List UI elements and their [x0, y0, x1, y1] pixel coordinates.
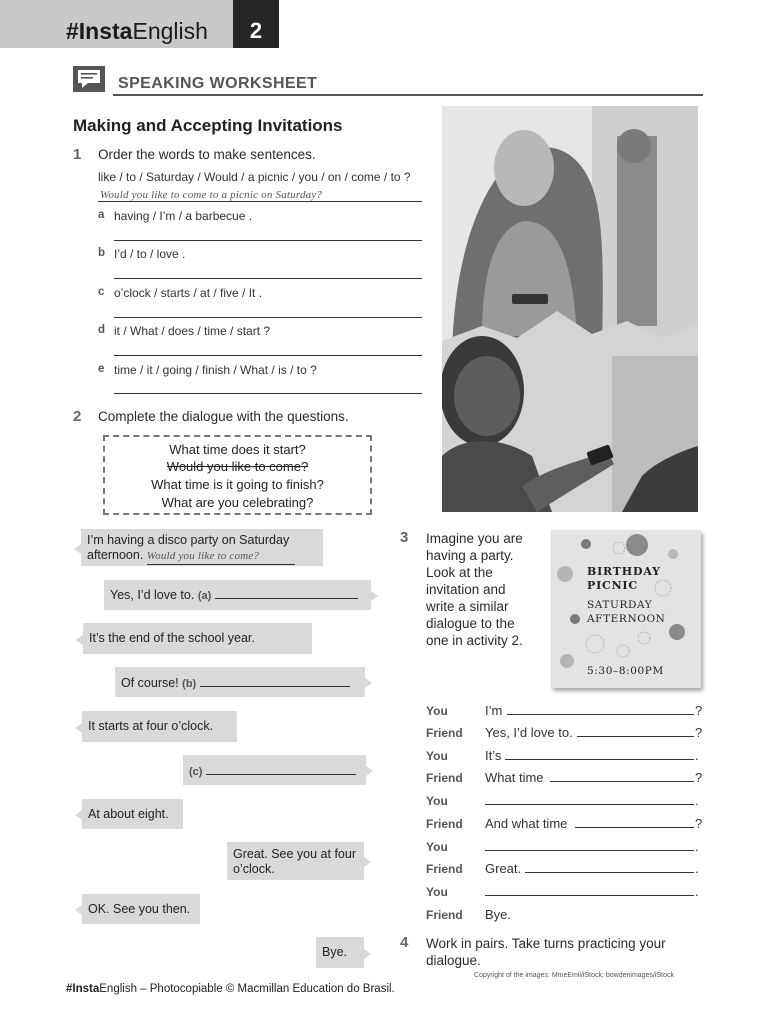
question-3: What time is it going to finish?	[151, 477, 324, 492]
ex3-line-2: having a party.	[426, 548, 514, 563]
dlg-7-line[interactable]	[485, 850, 694, 851]
bubble-8-line1: Great. See you at four	[233, 847, 356, 861]
dlg-8-text: Great.	[485, 861, 522, 876]
bubble-2-answer-line[interactable]	[215, 598, 358, 599]
dlg-2-line[interactable]	[577, 736, 694, 737]
dlg-8-speaker: Friend	[426, 862, 463, 876]
item-e-text: time / it / going / finish / What / is / to ?	[114, 363, 317, 377]
exercise3-instruction	[426, 530, 523, 649]
dlg-7-speaker: You	[426, 840, 448, 854]
question-4: What are you celebrating?	[161, 495, 314, 510]
ex3-line-5: write a similar	[426, 599, 509, 614]
page-title: Making and Accepting Invitations	[73, 116, 343, 135]
exercise3-number: 3	[400, 529, 409, 546]
ex3-line-3: Look at the	[426, 565, 493, 580]
dialogue-bubble-5	[82, 711, 237, 742]
dlg-4-line[interactable]	[550, 781, 694, 782]
footer	[66, 983, 395, 995]
dlg-6-line[interactable]	[575, 827, 694, 828]
ex3-line-7: one in activity 2.	[426, 633, 523, 648]
dlg-8-end: .	[695, 861, 699, 876]
dlg-3-end: .	[695, 748, 699, 763]
item-b-letter: b	[98, 247, 106, 259]
bubble-1-line2: afternoon.	[87, 548, 144, 562]
bubble-6-label: (c)	[189, 766, 203, 778]
ex3-line-6: dialogue to the	[426, 616, 515, 631]
dlg-1-speaker: You	[426, 704, 448, 718]
dlg-3-text: It’s	[485, 748, 502, 763]
bubble-9-text: OK. See you then.	[88, 902, 191, 916]
dlg-8-line[interactable]	[525, 872, 694, 873]
question-2-used: Would you like to come?	[166, 459, 309, 474]
dlg-1-line[interactable]	[507, 714, 694, 715]
exercise4-instruction	[426, 935, 666, 969]
invitation-card	[551, 530, 701, 688]
item-a-answer-line[interactable]	[114, 240, 422, 241]
item-c-answer-line[interactable]	[114, 317, 422, 318]
exercise2-number: 2	[73, 408, 82, 425]
brand-rest: English	[132, 18, 208, 44]
dlg-3-line[interactable]	[505, 759, 694, 760]
dlg-4-speaker: Friend	[426, 771, 463, 785]
exercise1-number: 1	[73, 146, 82, 163]
bubble-3-text: It’s the end of the school year.	[89, 631, 255, 645]
card-line1: BIRTHDAY	[587, 565, 661, 578]
dlg-1-text: I’m	[485, 703, 503, 718]
dlg-10-text: Bye.	[485, 907, 512, 922]
dlg-5-line[interactable]	[485, 804, 694, 805]
dlg-5-end: .	[695, 793, 699, 808]
item-d-answer-line[interactable]	[114, 355, 422, 356]
dialogue-bubble-4	[115, 667, 365, 697]
dlg-9-end: .	[695, 884, 699, 899]
bubble-8-line2: o’clock.	[233, 862, 275, 876]
unit-number: 2	[233, 0, 279, 48]
exercise4-number: 4	[400, 934, 409, 951]
teenagers-photo	[442, 106, 698, 512]
example-answer-line	[98, 201, 422, 202]
card-time: 5:30–8:00PM	[587, 665, 664, 677]
bubble-1-line1: I’m having a disco party on Saturday	[87, 533, 290, 547]
item-d-letter: d	[98, 324, 106, 336]
card-line4: AFTERNOON	[587, 613, 666, 625]
item-e-letter: e	[98, 363, 105, 375]
dlg-1-end: ?	[695, 703, 703, 718]
brand-logo	[66, 18, 208, 45]
footer-brand-bold: #Insta	[66, 983, 100, 995]
item-c-text: o’clock / starts / at / five / It .	[114, 286, 263, 300]
dialogue-bubble-10	[316, 937, 364, 968]
dlg-9-line[interactable]	[485, 895, 694, 896]
exercise2-instruction: Complete the dialogue with the questions.	[98, 409, 349, 424]
dlg-2-end: ?	[695, 725, 703, 740]
ex4-line-1: Work in pairs. Take turns practicing your	[426, 936, 666, 951]
bubble-2-label: (a)	[197, 590, 212, 602]
item-c-letter: c	[98, 286, 105, 298]
worksheet-title: SPEAKING WORKSHEET	[118, 75, 318, 92]
item-b-text: I’d / to / love .	[114, 247, 186, 261]
brand-bold: #Insta	[66, 18, 133, 44]
card-line3: SATURDAY	[587, 599, 653, 611]
item-a-text: having / I’m / a barbecue .	[114, 209, 253, 223]
dialogue-bubble-9	[82, 894, 200, 924]
item-e-answer-line[interactable]	[114, 393, 422, 394]
dlg-6-text: And what time	[485, 816, 568, 831]
bubble-7-text: At about eight.	[88, 807, 169, 821]
question-box	[103, 435, 372, 515]
dlg-10-speaker: Friend	[426, 908, 463, 922]
dialogue-bubble-2	[104, 580, 371, 610]
card-line2: PICNIC	[587, 579, 638, 592]
dlg-5-speaker: You	[426, 794, 448, 808]
dlg-4-end: ?	[695, 770, 703, 785]
exercise1-example-prompt: like / to / Saturday / Would / a picnic / you / on / come / to ?	[98, 170, 411, 184]
bubble-10-text: Bye.	[322, 945, 348, 959]
dlg-4-text: What time	[485, 770, 544, 785]
bubble-6-answer-line[interactable]	[206, 774, 356, 775]
ex3-line-4: invitation and	[426, 582, 506, 597]
dialogue-bubble-8	[227, 842, 364, 880]
bubble-4-label: (b)	[182, 678, 197, 690]
bubble-4-answer-line[interactable]	[200, 686, 350, 687]
title-rule	[113, 94, 703, 96]
dlg-2-speaker: Friend	[426, 726, 463, 740]
dlg-7-end: .	[695, 839, 699, 854]
dlg-9-speaker: You	[426, 885, 448, 899]
image-copyright: Copyright of the images: MmeEmil/iStock; bowdenimages/iStock	[474, 972, 674, 979]
dialogue-bubble-7	[82, 799, 183, 829]
dialogue-bubble-3	[83, 623, 312, 654]
exercise1-instruction: Order the words to make sentences.	[98, 147, 316, 162]
dlg-6-end: ?	[695, 816, 703, 831]
dlg-6-speaker: Friend	[426, 817, 463, 831]
footer-brand-rest: English	[99, 983, 137, 995]
dialogue-bubble-1	[81, 529, 323, 566]
bubble-5-text: It starts at four o’clock.	[88, 719, 214, 733]
dlg-3-speaker: You	[426, 749, 448, 763]
ex3-line-1: Imagine you are	[426, 531, 523, 546]
dialogue-bubble-6	[183, 755, 366, 785]
footer-text: – Photocopiable © Macmillan Education do Brasil.	[136, 983, 395, 995]
speech-bubble-icon	[73, 66, 105, 92]
bubble-1-answer: Would you like to come?	[146, 550, 260, 562]
exercise1-example-answer: Would you like to come to a picnic on Saturday?	[100, 189, 323, 201]
item-d-text: it / What / does / time / start ?	[114, 324, 271, 338]
bubble-2-text: Yes, I’d love to.	[110, 588, 195, 602]
dlg-2-text: Yes, I’d love to.	[485, 725, 573, 740]
ex4-line-2: dialogue.	[426, 953, 481, 968]
question-1: What time does it start?	[169, 442, 306, 457]
bubble-4-text: Of course!	[121, 676, 179, 690]
item-a-letter: a	[98, 209, 105, 221]
item-b-answer-line[interactable]	[114, 278, 422, 279]
